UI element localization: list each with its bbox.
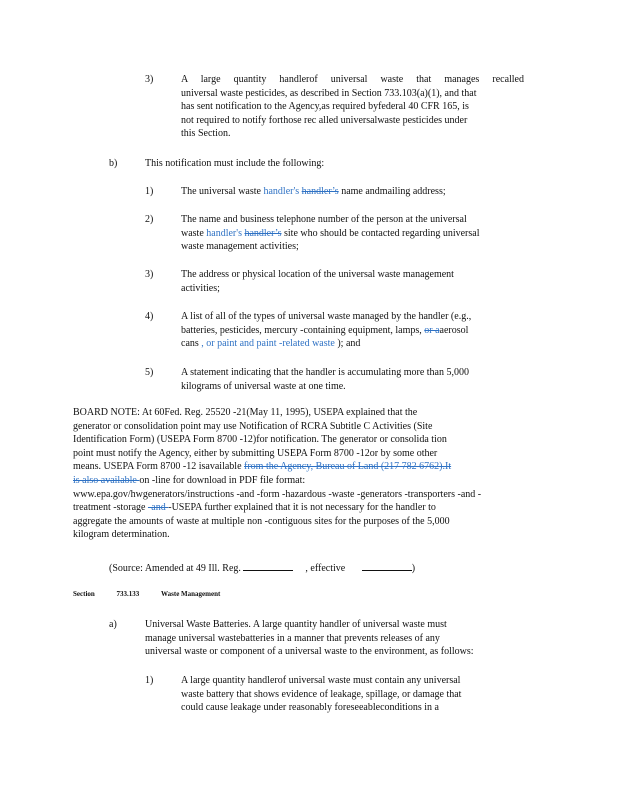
item-b-text: This notification must include the following: bbox=[145, 158, 325, 169]
text-line: universal waste or component of a universal waste to the environment, as follows: bbox=[145, 646, 474, 658]
text-line: waste battery that shows evidence of leakage, spillage, or damage that bbox=[181, 688, 462, 700]
item-a1-text bbox=[181, 674, 526, 715]
item-number: 5) bbox=[145, 367, 154, 378]
text-line: could cause leakage under reasonably foreseeableconditions in a bbox=[181, 702, 439, 714]
section-label: Section bbox=[73, 590, 95, 598]
item-number: 3) bbox=[145, 269, 154, 280]
text-line: kilogram determination. bbox=[73, 529, 170, 541]
text-line: this Section. bbox=[181, 128, 231, 140]
text-line: cans , or paint and paint -related waste ); and bbox=[181, 338, 361, 350]
item-b4-text bbox=[181, 310, 526, 351]
source-text: ) bbox=[411, 563, 416, 574]
inserted-text: handler's bbox=[206, 227, 242, 239]
text-line: not required to notify forthose rec alled universalwaste pesticides under bbox=[181, 114, 468, 126]
item-number: 4) bbox=[145, 311, 154, 322]
item-number: 1) bbox=[145, 675, 154, 686]
text-line: is also available on -line for download in PDF file format: bbox=[73, 474, 306, 486]
url-line: www.epa.gov/hwgenerators/instructions -and -form -hazardous -waste -generators -transporters -and - bbox=[73, 488, 482, 500]
source-text: , effective bbox=[305, 563, 346, 574]
item-a3-text bbox=[181, 73, 524, 141]
text-line: kilograms of universal waste at one time. bbox=[181, 380, 346, 392]
item-a-text bbox=[145, 618, 545, 659]
text-run: name andmailing address; bbox=[338, 186, 446, 197]
section-title: Waste Management bbox=[161, 590, 221, 598]
text-line: waste management activities; bbox=[181, 241, 299, 253]
item-number: b) bbox=[109, 158, 118, 169]
text-line: A large quantity handlerof universal waste must contain any universal bbox=[181, 675, 461, 686]
text-line: has sent notification to the Agency,as required byfederal 40 CFR 165, is bbox=[181, 101, 469, 113]
text-line: The name and business telephone number of the person at the universal bbox=[181, 214, 467, 225]
text-line: BOARD NOTE: At 60Fed. Reg. 25520 -21(May 11, 1995), USEPA explained that the bbox=[73, 407, 418, 418]
deleted-text: is also available bbox=[73, 474, 140, 486]
deleted-text: or a bbox=[424, 324, 440, 336]
text-line: point must notify the Agency, either by submitting USEPA Form 8700 -12or by some other bbox=[73, 447, 438, 459]
text-line: waste handler's handler’s site who should be contacted regarding universal bbox=[181, 227, 480, 239]
text-line: treatment -storage -and -USEPA further explained that it is not necessary for the handler to bbox=[73, 502, 436, 514]
source-note bbox=[109, 560, 415, 576]
deleted-text: from the Agency, Bureau of Land (217 782 6762).It bbox=[244, 461, 452, 473]
text-line: A large quantity handlerof universal waste that manages recalled bbox=[181, 74, 524, 85]
text-line: aggregate the amounts of waste at multiple non -contiguous sites for the purposes of the 5,000 bbox=[73, 515, 450, 527]
item-b1-text bbox=[181, 185, 526, 199]
text-run: The universal waste bbox=[181, 186, 264, 197]
text-line: Universal Waste Batteries. A large quantity handler of universal waste must bbox=[145, 619, 447, 630]
item-number: a) bbox=[109, 619, 117, 630]
text-line: A list of all of the types of universal waste managed by the handler (e.g., bbox=[181, 311, 472, 322]
item-b3-text bbox=[181, 268, 526, 295]
inserted-text: handler's bbox=[263, 186, 300, 197]
text-line: A statement indicating that the handler is accumulating more than 5,000 bbox=[181, 367, 469, 378]
board-note bbox=[73, 406, 545, 542]
item-number: 2) bbox=[145, 214, 154, 225]
text-line: manage universal wastebatteries in a manner that prevents releases of any bbox=[145, 632, 440, 644]
deleted-text: handler’s bbox=[301, 186, 339, 197]
text-line: activities; bbox=[181, 282, 220, 294]
item-number: 3) bbox=[145, 74, 154, 85]
text-line: universal waste pesticides, as described in Section 733.103(a)(1), and that bbox=[181, 87, 477, 99]
deleted-text: handler’s bbox=[244, 227, 282, 239]
text-line: The address or physical location of the universal waste management bbox=[181, 269, 454, 280]
text-line: generator or consolidation point may use Notification of RCRA Subtitle C Activities (Site bbox=[73, 420, 433, 432]
source-text: (Source: Amended at 49 Ill. Reg. bbox=[109, 563, 241, 574]
section-number: 733.133 bbox=[116, 590, 140, 598]
item-b5-text bbox=[181, 366, 526, 393]
blank-fill bbox=[243, 560, 293, 571]
deleted-text: -and bbox=[147, 502, 169, 514]
text-line: means. USEPA Form 8700 -12 isavailable from the Agency, Bureau of Land (217 782 6762).It bbox=[73, 461, 452, 473]
text-line: Identification Form) (USEPA Form 8700 -12)for notification. The generator or consolida tion bbox=[73, 434, 447, 446]
item-b2-text bbox=[181, 213, 526, 254]
blank-fill bbox=[362, 560, 412, 571]
text-line: batteries, pesticides, mercury -containing equipment, lamps, or aaerosol bbox=[181, 324, 469, 336]
section-heading bbox=[73, 588, 220, 602]
item-number: 1) bbox=[145, 186, 154, 197]
inserted-text: , or paint and paint -related waste bbox=[201, 338, 335, 350]
